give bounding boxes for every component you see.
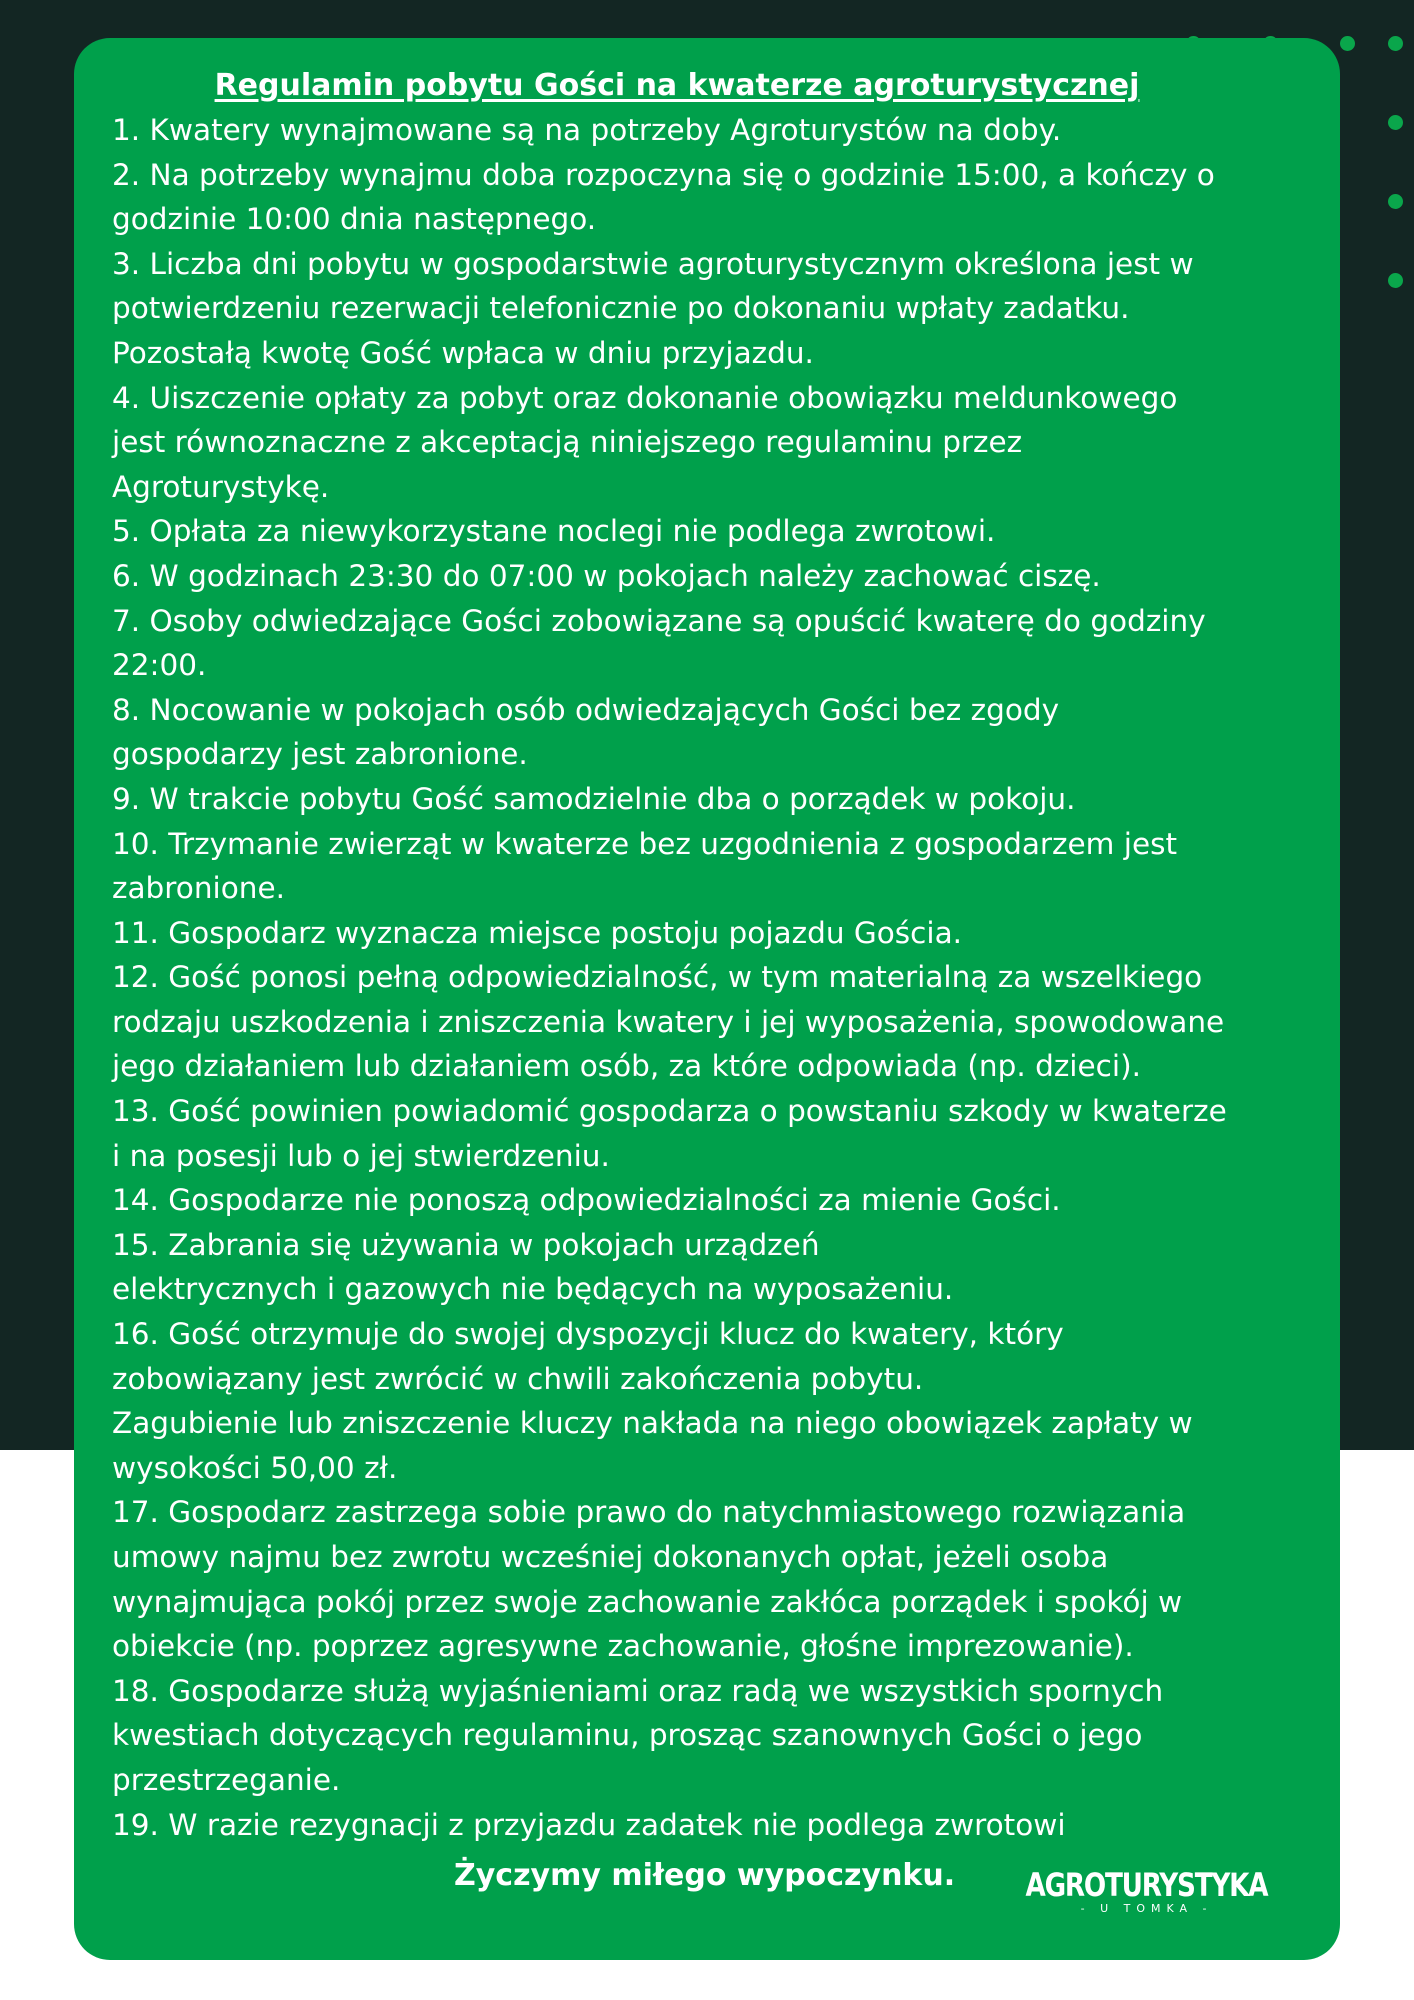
- rule-item: 1. Kwatery wynajmowane są na potrzeby Agroturystów na doby.: [112, 113, 1062, 147]
- rule-item: 18. Gospodarze służą wyjaśnieniami oraz radą we wszystkich spornych kwestiach dotyczących regulaminu, prosząc szanownych Gości o jego przestrzeganie.: [112, 1673, 1164, 1797]
- decorative-dot: [1340, 36, 1355, 51]
- rule-item: 3. Liczba dni pobytu w gospodarstwie agroturystycznym określona jest w potwierdzeniu rezerwacji telefonicznie po dokonaniu wpłaty zadatku. Pozostałą kwotę Gość wpłaca w dniu przyjazdu.: [112, 246, 1194, 370]
- closing-message: Życzymy miłego wypoczynku.: [454, 1858, 956, 1893]
- rule-item: 15. Zabrania się używania w pokojach urządzeń elektrycznych i gazowych nie będących na wyposażeniu.: [112, 1227, 954, 1307]
- rule-item: 12. Gość ponosi pełną odpowiedzialność, w tym materialną za wszelkiego rodzaju uszkodzenia i zniszczenia kwatery i jej wyposażenia, spowodowane jego działaniem lub działaniem osób, za które odpowiada (np. dzieci).: [112, 960, 1225, 1084]
- decorative-dot: [1388, 273, 1403, 288]
- rule-item: 4. Uiszczenie opłaty za pobyt oraz dokonanie obowiązku meldunkowego jest równoznaczne z akceptacją niniejszego regulaminu przez Agroturystykę.: [112, 380, 1178, 504]
- rule-item: 6. W godzinach 23:30 do 07:00 w pokojach należy zachować ciszę.: [112, 558, 1101, 593]
- document-title: Regulamin pobytu Gości na kwaterze agroturystycznej: [214, 68, 1140, 103]
- rule-item: 7. Osoby odwiedzające Gości zobowiązane są opuścić kwaterę do godziny 22:00.: [112, 603, 1206, 683]
- regulations-card: [74, 38, 1340, 1960]
- logo-subtitle: - U TOMKA -: [1080, 1902, 1213, 1915]
- rule-item: 14. Gospodarze nie ponoszą odpowiedzialności za mienie Gości.: [112, 1183, 1061, 1218]
- agroturystyka-logo: [999, 1868, 1294, 1916]
- rule-item: 5. Opłata za niewykorzystane noclegi nie podlega zwrotowi.: [112, 514, 996, 549]
- rule-item: 10. Trzymanie zwierząt w kwaterze bez uzgodnienia z gospodarzem jest zabronione.: [112, 826, 1178, 906]
- decorative-dot: [1388, 115, 1403, 130]
- rule-item: 16. Gość otrzymuje do swojej dyspozycji klucz do kwatery, który zobowiązany jest zwrócić w chwili zakończenia pobytu. Zagubienie lub zniszczenie kluczy nakłada na niego obowiązek zapłaty w wysokości 50,00 zł.: [112, 1317, 1193, 1485]
- rule-item: 8. Nocowanie w pokojach osób odwiedzających Gości bez zgody gospodarzy jest zabronione.: [112, 692, 1060, 772]
- logo-name: AGROTURYSTYKA: [1025, 1866, 1268, 1904]
- rules-list: [112, 108, 1316, 1847]
- rule-item: 11. Gospodarz wyznacza miejsce postoju pojazdu Gościa.: [112, 915, 963, 950]
- rule-item: 13. Gość powinien powiadomić gospodarza o powstaniu szkody w kwaterze i na posesji lub o jej stwierdzeniu.: [112, 1094, 1227, 1173]
- rule-item: 17. Gospodarz zastrzega sobie prawo do natychmiastowego rozwiązania umowy najmu bez zwrotu wcześniej dokonanych opłat, jeżeli osoba wynajmująca pokój przez swoje zachowanie zakłóca porządek i spokój w obiekcie (np. poprzez agresywne zachowanie, głośne imprezowanie).: [112, 1495, 1186, 1664]
- decorative-dot: [1388, 36, 1403, 51]
- rule-item: 2. Na potrzeby wynajmu doba rozpoczyna się o godzinie 15:00, a kończy o godzinie 10:00 dnia następnego.: [112, 157, 1215, 237]
- decorative-dot: [1388, 194, 1403, 209]
- rule-item: 19. W razie rezygnacji z przyjazdu zadatek nie podlega zwrotowi: [112, 1807, 1066, 1842]
- rule-item: 9. W trakcie pobytu Gość samodzielnie dba o porządek w pokoju.: [112, 781, 1076, 816]
